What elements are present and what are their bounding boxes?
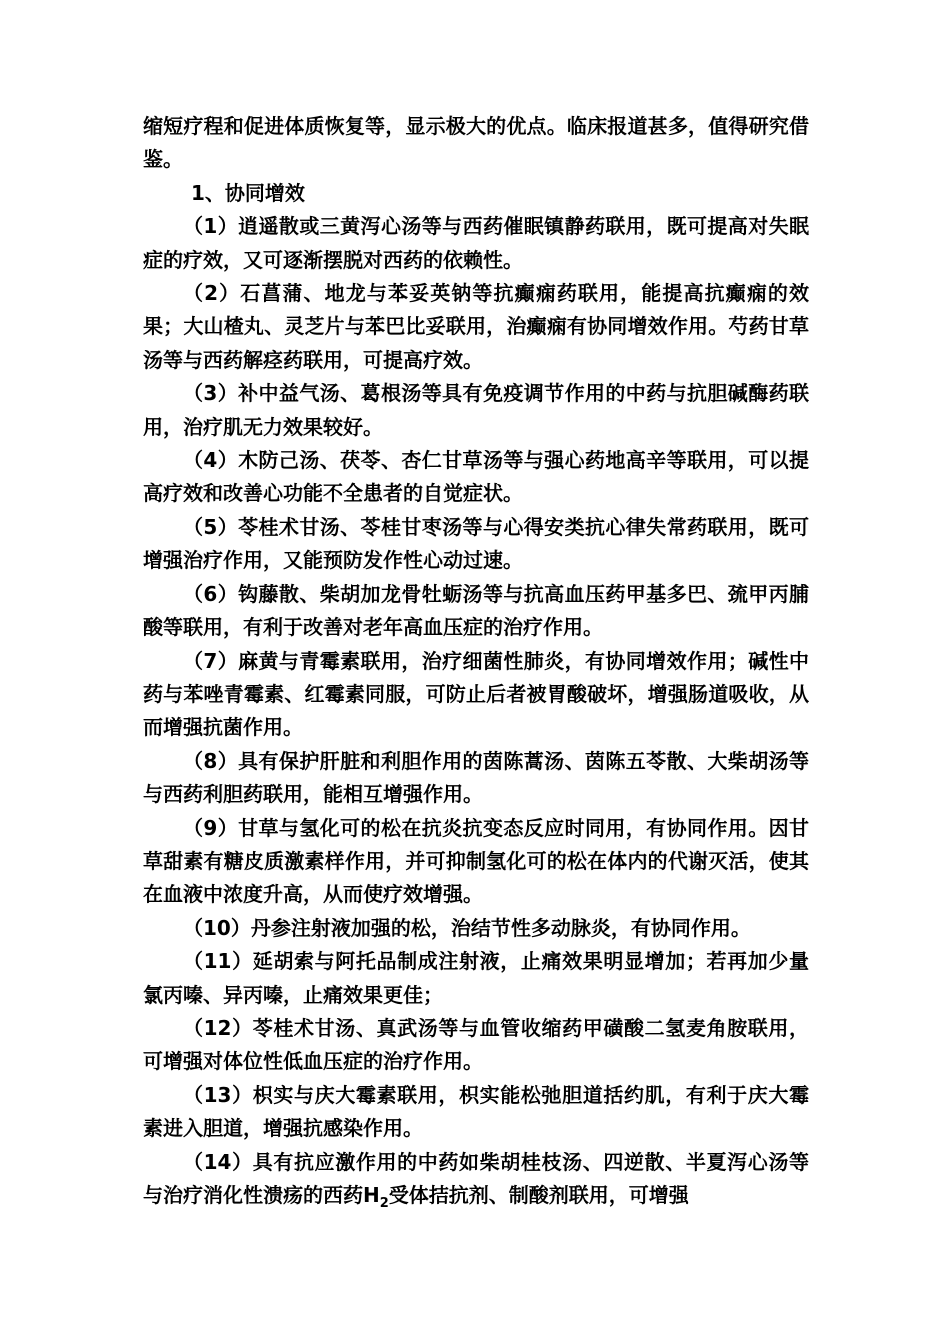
list-item-text-before: （14）具有抗应激作用的中药如柴胡桂枝汤、四逆散、半夏泻心汤等与治疗消化性溃疡的西药H xyxy=(143,1149,809,1207)
list-item: （8）具有保护肝脏和利胆作用的茵陈蒿汤、茵陈五苓散、大柴胡汤等与西药利胆药联用，能相互增强作用。 xyxy=(143,748,809,807)
document-body xyxy=(143,110,809,1212)
list-item: （3）补中益气汤、葛根汤等具有免疫调节作用的中药与抗胆碱酶药联用，治疗肌无力效果较好。 xyxy=(143,381,809,439)
paragraph-intro-continuation: 缩短疗程和促进体质恢复等，显示极大的优点。临床报道甚多，值得研究借鉴。 xyxy=(143,114,809,172)
list-item: （10）丹参注射液加强的松，治结节性多动脉炎，有协同作用。 xyxy=(183,915,751,940)
list-item xyxy=(143,1146,809,1213)
list-item: （5）苓桂术甘汤、苓桂甘枣汤等与心得安类抗心律失常药联用，既可增强治疗作用，又能预防发作性心动过速。 xyxy=(143,514,809,573)
list-item: （7）麻黄与青霉素联用，治疗细菌性肺炎，有协同增效作用；碱性中药与苯唑青霉素、红霉素同服，可防止后者被胃酸破坏，增强肠道吸收，从而增强抗菌作用。 xyxy=(143,648,809,740)
list-item: （9）甘草与氢化可的松在抗炎抗变态反应时同用，有协同作用。因甘草甜素有糖皮质激素样作用，并可抑制氢化可的松在体内的代谢灭活，使其在血液中浓度升高，从而使疗效增强。 xyxy=(143,815,809,907)
list-item: （6）钩藤散、柴胡加龙骨牡蛎汤等与抗高血压药甲基多巴、巯甲丙脯酸等联用，有利于改善对老年高血压症的治疗作用。 xyxy=(143,581,809,640)
list-item: （2）石菖蒲、地龙与苯妥英钠等抗癫痫药联用，能提高抗癫痫的效果；大山楂丸、灵芝片与苯巴比妥联用，治癫痫有协同增效作用。芍药甘草汤等与西药解痉药联用，可提高疗效。 xyxy=(143,281,809,372)
list-item: （11）延胡索与阿托品制成注射液，止痛效果明显增加；若再加少量氯丙嗪、异丙嗪，止痛效果更佳； xyxy=(143,949,809,1007)
list-item: （1）逍遥散或三黄泻心汤等与西药催眠镇静药联用，既可提高对失眠症的疗效，又可逐渐摆脱对西药的依赖性。 xyxy=(143,214,809,272)
list-item: （4）木防己汤、茯苓、杏仁甘草汤等与强心药地高辛等联用，可以提高疗效和改善心功能不全患者的自觉症状。 xyxy=(143,448,809,506)
list-item: （13）枳实与庆大霉素联用，枳实能松弛胆道括约肌，有利于庆大霉素进入胆道，增强抗感染作用。 xyxy=(143,1082,809,1141)
list-item: （12）苓桂术甘汤、真武汤等与血管收缩药甲磺酸二氢麦角胺联用，可增强对体位性低血压症的治疗作用。 xyxy=(143,1015,809,1074)
subscript-text: 2 xyxy=(379,1196,389,1211)
list-item-text-after: 受体拮抗剂、制酸剂联用，可增强 xyxy=(388,1183,689,1207)
section-heading: 1、协同增效 xyxy=(191,180,305,205)
